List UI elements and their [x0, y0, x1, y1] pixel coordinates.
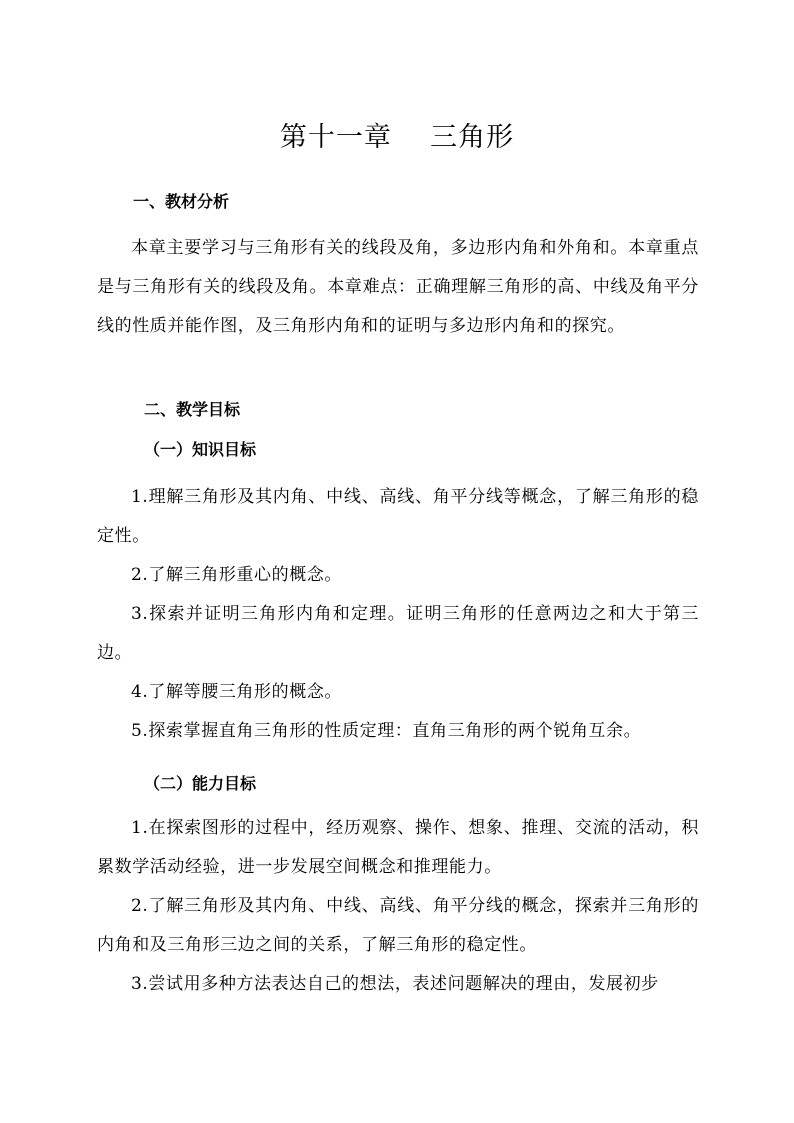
subsection-heading-ability-goals: （二）能力目标 [144, 774, 257, 793]
section-heading-teaching-goals: 二、教学目标 [144, 400, 241, 419]
paragraph-textbook-analysis: 本章主要学习与三角形有关的线段及角，多边形内角和外角和。本章重点是与三角形有关的线段及角。本章难点：正确理解三角形的高、中线及角平分线的性质并能作图，及三角形内角和的证明与多边形内角和的探究。 [97, 238, 699, 336]
ability-goal-item: 1.在探索图形的过程中，经历观察、操作、想象、推理、交流的活动，积累数学活动经验，进一步发展空间概念和推理能力。 [97, 818, 699, 877]
section-heading-textbook-analysis: 一、教材分析 [133, 192, 230, 211]
ability-goal-item: 3.尝试用多种方法表达自己的想法，表述问题解决的理由，发展初步 [131, 974, 659, 994]
knowledge-goal-item: 2.了解三角形重心的概念。 [131, 565, 343, 585]
chapter-title: 第十一章 三角形 [279, 122, 515, 153]
knowledge-goal-item: 1.理解三角形及其内角、中线、高线、角平分线等概念，了解三角形的稳定性。 [97, 487, 699, 546]
knowledge-goal-item: 5.探索掌握直角三角形的性质定理：直角三角形的两个锐角互余。 [131, 721, 642, 741]
subsection-heading-knowledge-goals: （一）知识目标 [144, 440, 257, 459]
knowledge-goal-item: 4.了解等腰三角形的概念。 [131, 682, 343, 702]
ability-goal-item: 2.了解三角形及其内角、中线、高线、角平分线的概念，探索并三角形的内角和及三角形三边之间的关系，了解三角形的稳定性。 [97, 896, 699, 955]
knowledge-goal-item: 3.探索并证明三角形内角和定理。证明三角形的任意两边之和大于第三边。 [97, 604, 699, 663]
